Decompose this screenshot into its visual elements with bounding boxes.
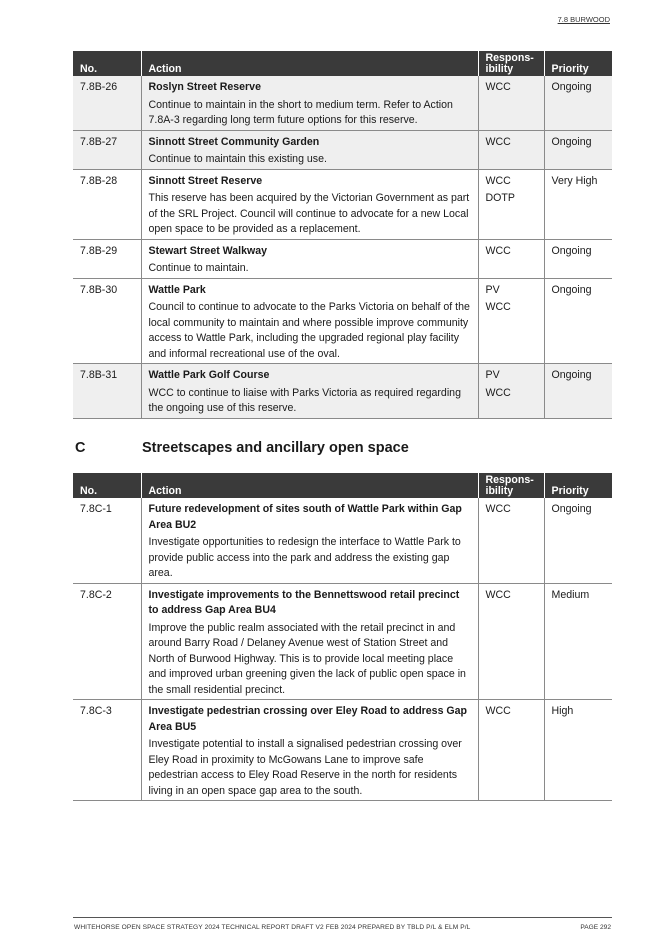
action-cell bbox=[141, 278, 478, 364]
table-row bbox=[73, 498, 612, 583]
actions-table-b bbox=[73, 51, 612, 419]
responsibility-cell bbox=[478, 130, 544, 169]
action-title: Wattle Park Golf Course bbox=[148, 369, 270, 381]
responsibility-cell bbox=[478, 169, 544, 239]
table-b-body bbox=[73, 76, 612, 418]
column-header-priority: Priority bbox=[544, 51, 612, 76]
action-number: 7.8C-3 bbox=[73, 700, 141, 801]
responsible-agency: WCC bbox=[485, 81, 511, 93]
column-header-action: Action bbox=[141, 51, 478, 76]
responsible-agency: PV bbox=[485, 283, 500, 296]
table-row bbox=[73, 364, 612, 419]
table-row bbox=[73, 76, 612, 130]
column-header-no: No. bbox=[73, 51, 141, 76]
table-row bbox=[73, 239, 612, 278]
action-title: Future redevelopment of sites south of Wattle Park within Gap Area BU2 bbox=[148, 503, 462, 531]
action-title: Investigate pedestrian crossing over Eley Road to address Gap Area BU5 bbox=[148, 705, 468, 733]
action-title: Roslyn Street Reserve bbox=[148, 81, 261, 93]
action-description: Continue to maintain in the short to medium term. Refer to Action 7.8A-3 regarding long term future options for this reserve. bbox=[148, 98, 453, 126]
action-description: Continue to maintain. bbox=[148, 262, 249, 274]
responsibility-cell bbox=[478, 700, 544, 801]
actions-table-c bbox=[73, 473, 612, 801]
priority-cell: Very High bbox=[544, 169, 612, 239]
action-cell bbox=[141, 364, 478, 419]
column-header-responsibility: Respons- ibility bbox=[478, 473, 544, 498]
action-cell bbox=[141, 169, 478, 239]
priority-cell: High bbox=[544, 700, 612, 801]
action-title: Investigate improvements to the Bennettswood retail precinct to address Gap Area BU4 bbox=[148, 588, 460, 616]
action-cell bbox=[141, 583, 478, 700]
action-cell bbox=[141, 498, 478, 583]
responsible-agency: WCC bbox=[485, 135, 511, 148]
section-letter: C bbox=[75, 440, 86, 456]
responsible-agency: PV bbox=[485, 369, 500, 381]
responsibility-cell bbox=[478, 239, 544, 278]
action-cell bbox=[141, 130, 478, 169]
responsibility-cell bbox=[478, 364, 544, 419]
table-c-body bbox=[73, 498, 612, 801]
action-number: 7.8B-28 bbox=[73, 169, 141, 239]
responsible-agency: WCC bbox=[485, 386, 511, 399]
table-row bbox=[73, 130, 612, 169]
responsible-agency: DOTP bbox=[485, 192, 515, 204]
priority-cell: Ongoing bbox=[544, 364, 612, 419]
priority-cell: Ongoing bbox=[544, 278, 612, 364]
action-title: Sinnott Street Community Garden bbox=[148, 135, 320, 148]
responsible-agency: WCC bbox=[485, 301, 511, 313]
table-header-row bbox=[73, 51, 612, 76]
action-number: 7.8C-1 bbox=[73, 498, 141, 583]
action-title: Wattle Park bbox=[148, 283, 206, 296]
footer-page-number: PAGE 292 bbox=[580, 924, 611, 931]
responsible-agency: WCC bbox=[485, 174, 511, 187]
responsibility-cell bbox=[478, 76, 544, 130]
table-header-row bbox=[73, 473, 612, 498]
table-row bbox=[73, 169, 612, 239]
action-description: Council to continue to advocate to the Parks Victoria on behalf of the local community to maintain and where possible improve community access to Wattle Park, including the upgraded regional play facility and informal recreational use of the oval. bbox=[148, 301, 470, 360]
column-header-responsibility: Respons- ibility bbox=[478, 51, 544, 76]
column-header-no: No. bbox=[73, 473, 141, 498]
action-number: 7.8C-2 bbox=[73, 583, 141, 700]
table-row bbox=[73, 583, 612, 700]
footer-document-info: WHITEHORSE OPEN SPACE STRATEGY 2024 TECHNICAL REPORT DRAFT V2 FEB 2024 PREPARED BY TBLD P/L & ELM P/L bbox=[74, 924, 471, 931]
action-number: 7.8B-29 bbox=[73, 239, 141, 278]
responsible-agency: WCC bbox=[485, 244, 511, 257]
action-number: 7.8B-26 bbox=[73, 76, 141, 130]
action-cell bbox=[141, 700, 478, 801]
priority-cell: Medium bbox=[544, 583, 612, 700]
table-row bbox=[73, 700, 612, 801]
responsibility-cell bbox=[478, 583, 544, 700]
action-description: This reserve has been acquired by the Victorian Government as part of the SRL Project. Council will continue to advocate for a new Local open space to be provided as a replacement. bbox=[148, 192, 470, 235]
action-cell bbox=[141, 76, 478, 130]
action-number: 7.8B-27 bbox=[73, 130, 141, 169]
table-row bbox=[73, 278, 612, 364]
priority-cell: Ongoing bbox=[544, 76, 612, 130]
action-number: 7.8B-30 bbox=[73, 278, 141, 364]
priority-cell: Ongoing bbox=[544, 239, 612, 278]
action-title: Stewart Street Walkway bbox=[148, 244, 268, 257]
action-number: 7.8B-31 bbox=[73, 364, 141, 419]
column-header-priority: Priority bbox=[544, 473, 612, 498]
responsible-agency: WCC bbox=[485, 705, 511, 717]
responsible-agency: WCC bbox=[485, 588, 511, 601]
section-reference: 7.8 BURWOOD bbox=[557, 15, 610, 24]
action-description: Investigate potential to install a signalised pedestrian crossing over Eley Road in proximity to McGowans Lane to improve safe pedestrian access to Eley Road Reserve in the north for residents living in an open space gap area to the south. bbox=[148, 738, 462, 797]
priority-cell: Ongoing bbox=[544, 130, 612, 169]
action-title: Sinnott Street Reserve bbox=[148, 174, 263, 187]
responsibility-cell bbox=[478, 278, 544, 364]
action-cell bbox=[141, 239, 478, 278]
action-description: Improve the public realm associated with the retail precinct in and around Barry Road / Delaney Avenue west of Station Street and North of Burwood Highway. This is to provide local meeting place and improved urban greening given the lack of public open space in the small residential precinct. bbox=[148, 621, 466, 696]
responsibility-cell bbox=[478, 498, 544, 583]
section-title: Streetscapes and ancillary open space bbox=[142, 440, 409, 456]
column-header-action: Action bbox=[141, 473, 478, 498]
footer-divider bbox=[73, 917, 612, 918]
action-description: WCC to continue to liaise with Parks Victoria as required regarding the ongoing use of this reserve. bbox=[148, 386, 461, 414]
responsible-agency: WCC bbox=[485, 503, 511, 515]
action-description: Investigate opportunities to redesign the interface to Wattle Park to provide public access into the park and address the existing gap area. bbox=[148, 536, 461, 579]
action-description: Continue to maintain this existing use. bbox=[148, 153, 327, 165]
priority-cell: Ongoing bbox=[544, 498, 612, 583]
